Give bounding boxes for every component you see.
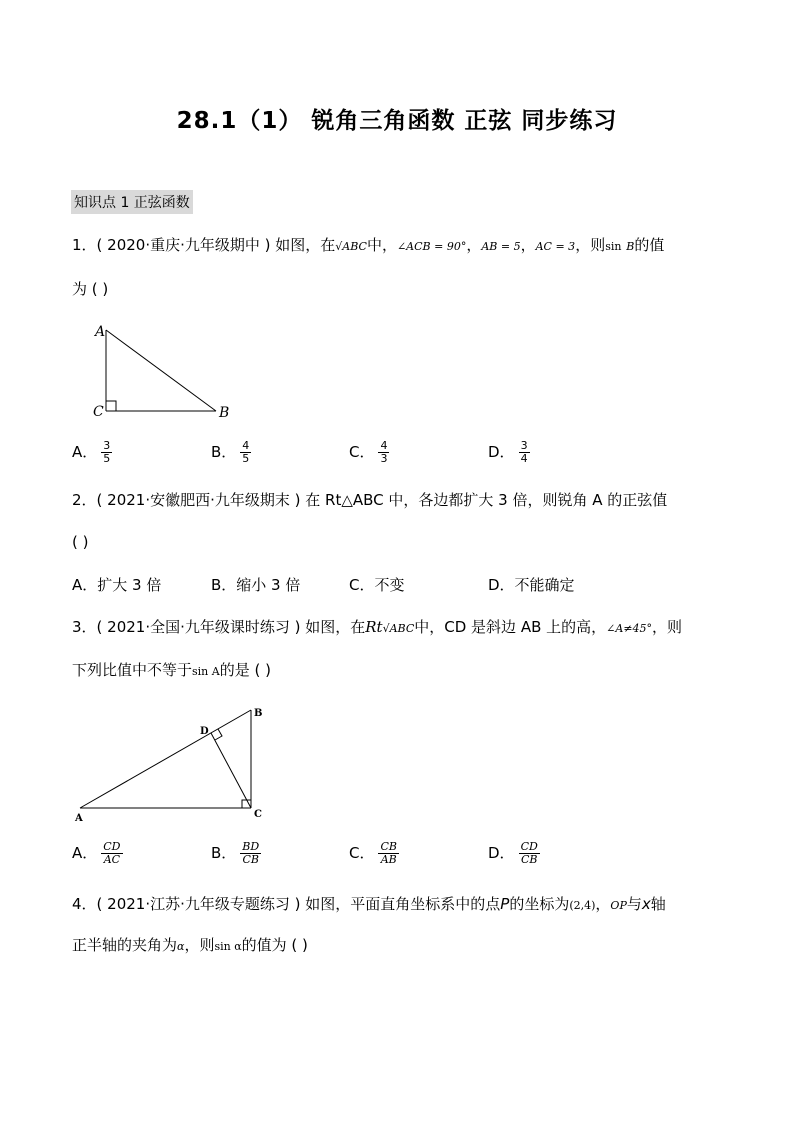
q3-triangle-figure — [70, 700, 270, 828]
q3-vertex-b: B — [254, 708, 263, 719]
q1-option-c[interactable]: C． $\frac{4}{3}$ — [349, 439, 388, 465]
q3-stem-line1: 3．( 2021·全国·九年级课时练习 ) 如图，在Rt√ABC中，CD 是斜边 AB 上的高，∠A≠45°，则 — [72, 618, 683, 636]
q1-triangle-figure — [88, 320, 248, 425]
q3-option-c[interactable]: C． $\frac{CB}{AB}$ — [349, 840, 397, 866]
q3-option-a[interactable]: A． $\frac{CD}{AC}$ — [72, 840, 121, 866]
q1-stem-line2: 为 ( ) — [72, 280, 109, 298]
q3-vertex-d: D — [200, 726, 209, 737]
q2-option-a[interactable]: A．扩大 3 倍 — [72, 576, 162, 594]
q2-stem-line2: ( ) — [72, 533, 89, 551]
section-tag: 知识点 1 正弦函数 — [71, 190, 193, 214]
q3-option-d[interactable]: D． $\frac{CD}{CB}$ — [488, 840, 538, 866]
q3-vertex-a: A — [75, 813, 83, 824]
q3-option-b[interactable]: B． $\frac{BD}{CB}$ — [211, 840, 260, 866]
q2-option-c[interactable]: C．不变 — [349, 576, 405, 594]
q2-stem-line1: 2．( 2021·安徽肥西·九年级期末 ) 在 Rt△ABC 中，各边都扩大 3 倍，则锐角 A 的正弦值 — [72, 491, 668, 509]
q2-option-b[interactable]: B．缩小 3 倍 — [211, 576, 301, 594]
q1-option-b[interactable]: B． $\frac{4}{5}$ — [211, 439, 250, 465]
q3-stem-line2: 下列比值中不等于sin A的是 ( ) — [72, 661, 271, 679]
page-title: 28.1（1） 锐角三角函数 正弦 同步练习 — [176, 108, 618, 134]
q4-stem-line2: 正半轴的夹角为α，则sin α的值为 ( ) — [72, 936, 308, 954]
q1-vertex-b: B — [219, 405, 230, 421]
q1-option-a[interactable]: A． $\frac{3}{5}$ — [72, 439, 111, 465]
q3-vertex-c: C — [254, 809, 262, 820]
q4-stem-line1: 4．( 2021·江苏·九年级专题练习 ) 如图，平面直角坐标系中的点P的坐标为(2,4)，OP与x轴 — [72, 895, 666, 913]
q1-stem-line1: 1．( 2020·重庆·九年级期中 ) 如图，在√ABC中，∠ACB = 90°，AB = 5，AC = 3，则sin B的值 — [72, 236, 665, 254]
q1-option-d[interactable]: D． $\frac{3}{4}$ — [488, 439, 528, 465]
q1-vertex-c: C — [93, 404, 104, 420]
q2-option-d[interactable]: D．不能确定 — [488, 576, 575, 594]
q1-vertex-a: A — [95, 324, 106, 340]
